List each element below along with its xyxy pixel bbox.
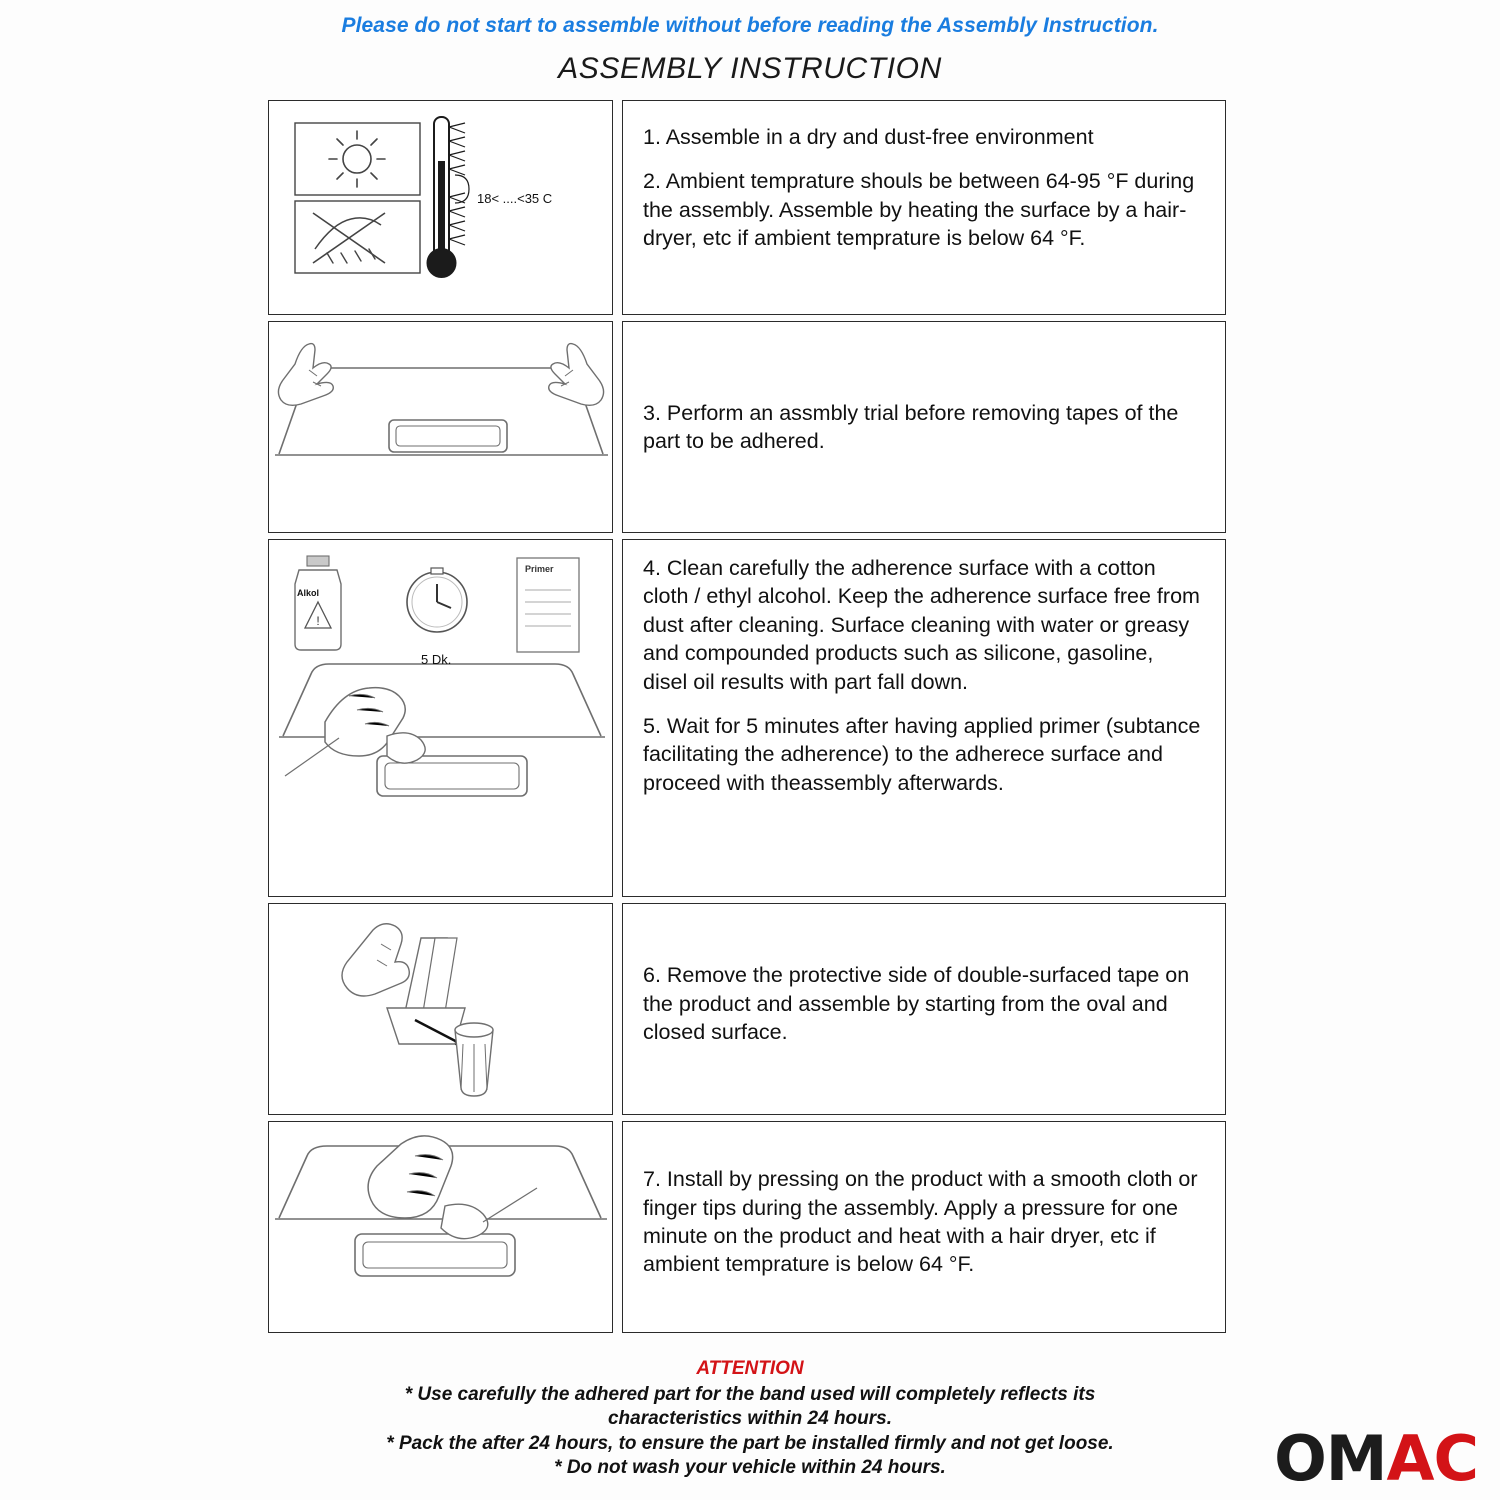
logo-letter-a: A — [1386, 1422, 1434, 1495]
attention-line-3: * Pack the after 24 hours, to ensure the part be installed firmly and not get loose. — [386, 1432, 1114, 1454]
illustration-press-install — [268, 1121, 613, 1333]
warning-banner: Please do not start to assemble without before reading the Assembly Instruction. — [341, 14, 1159, 37]
instruction-row-2 — [268, 321, 1226, 533]
step-6-text: 6. Remove the protective side of double-surfaced tape on the product and assemble by starting from the oval and closed surface. — [643, 963, 1190, 1045]
instruction-grid — [268, 100, 1226, 1339]
clock-duration-label: 5 Dk. — [421, 652, 452, 667]
step-5-text: 5. Wait for 5 minutes after having applied primer (subtance facilitating the adherence) to the adherece surface and proceed with theassembly afterwards. — [643, 713, 1201, 795]
alcohol-bottle-label: Alkol — [297, 588, 320, 598]
step-1-text: 1. Assemble in a dry and dust-free environment — [643, 125, 1094, 149]
steps-panel-1 — [622, 100, 1226, 315]
instruction-row-4 — [268, 903, 1226, 1115]
temperature-range-label: 18< ....<35 C — [477, 191, 553, 206]
steps-panel-5 — [622, 1121, 1226, 1333]
illustration-cleaning — [268, 539, 613, 897]
svg-text:!: ! — [316, 614, 320, 628]
attention-line-1: * Use carefully the adhered part for the band used will completely reflects its — [404, 1384, 1096, 1405]
attention-heading: ATTENTION — [696, 1358, 804, 1379]
primer-sheet-label: Primer — [525, 564, 554, 574]
attention-line-2: characteristics within 24 hours. — [607, 1408, 893, 1430]
logo-letter-m: M — [1325, 1422, 1387, 1495]
instruction-row-5 — [268, 1121, 1226, 1333]
illustration-trial-fit — [268, 321, 613, 533]
steps-panel-3 — [622, 539, 1226, 897]
attention-line-4: * Do not wash your vehicle within 24 hours. — [554, 1456, 946, 1478]
logo-letter-c: C — [1433, 1422, 1478, 1495]
illustration-environment — [268, 100, 613, 315]
instruction-row-3 — [268, 539, 1226, 897]
step-3-text: 3. Perform an assmbly trial before removing tapes of the part to be adhered. — [643, 400, 1179, 453]
page-title: ASSEMBLY INSTRUCTION — [558, 52, 942, 85]
steps-panel-2 — [622, 321, 1226, 533]
step-4-text: 4. Clean carefully the adherence surface with a cotton cloth / ethyl alcohol. Keep the adherence surface free from dust after cleaning. Surface cleaning with water or greasy and compounded products such as silicone, gasoline, disel oil results with part fall down. — [643, 556, 1200, 694]
omac-logo — [1274, 1422, 1478, 1495]
steps-panel-4 — [622, 903, 1226, 1115]
logo-letter-o: O — [1274, 1422, 1326, 1495]
step-2-text: 2. Ambient temprature shouls be between 64-95 °F during the assembly. Assemble by heating the surface by a hair-dryer, etc if ambient temprature is below 64 °F. — [643, 169, 1195, 251]
instruction-row-1 — [268, 100, 1226, 315]
step-7-text: 7. Install by pressing on the product with a smooth cloth or finger tips during the assembly. Apply a pressure for one minute on the product and heat with a hair dryer, etc if ambient temprature is below 64 °F. — [643, 1167, 1198, 1277]
illustration-remove-tape — [268, 903, 613, 1115]
